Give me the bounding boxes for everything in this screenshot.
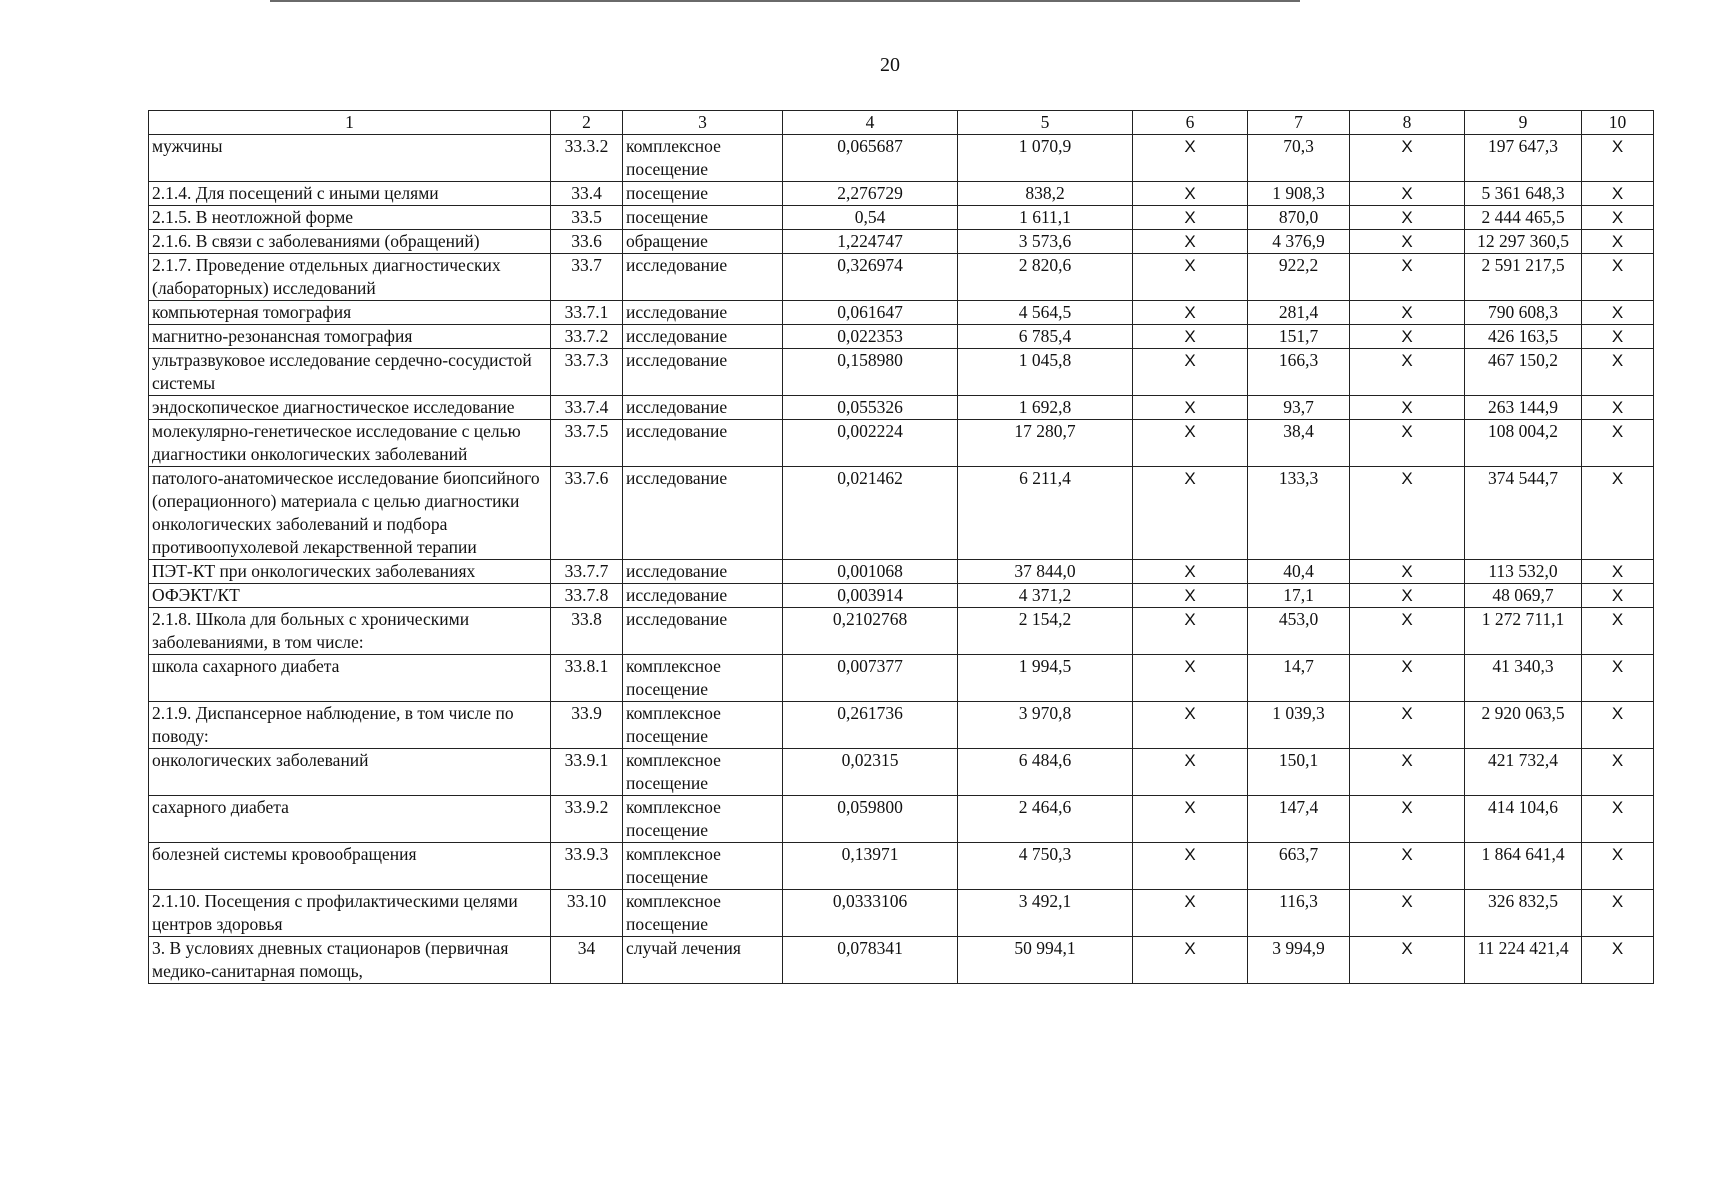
row-col7-cell: 166,3 — [1248, 349, 1350, 396]
row-col9-cell: 2 920 063,5 — [1465, 702, 1582, 749]
row-col4-cell: 0,061647 — [783, 301, 958, 325]
column-header: 8 — [1350, 111, 1465, 135]
row-col6-cell: X — [1133, 584, 1248, 608]
row-col8-cell: X — [1350, 182, 1465, 206]
column-header: 3 — [623, 111, 783, 135]
table-row — [149, 584, 1654, 608]
row-col7-cell: 14,7 — [1248, 655, 1350, 702]
row-col7-cell: 116,3 — [1248, 890, 1350, 937]
row-code-cell: 33.7.2 — [551, 325, 623, 349]
row-col6-cell: X — [1133, 608, 1248, 655]
row-col7-cell: 151,7 — [1248, 325, 1350, 349]
row-name-cell: 2.1.7. Проведение отдельных диагностических (лабораторных) исследований — [149, 254, 551, 301]
row-col10-cell: X — [1582, 254, 1654, 301]
row-col6-cell: X — [1133, 230, 1248, 254]
row-col10-cell: X — [1582, 702, 1654, 749]
row-col5-cell: 3 492,1 — [958, 890, 1133, 937]
row-col8-cell: X — [1350, 560, 1465, 584]
row-unit-cell: посещение — [623, 206, 783, 230]
row-unit-cell: исследование — [623, 325, 783, 349]
row-col4-cell: 0,0333106 — [783, 890, 958, 937]
row-col8-cell: X — [1350, 796, 1465, 843]
row-col5-cell: 4 371,2 — [958, 584, 1133, 608]
row-col10-cell: X — [1582, 206, 1654, 230]
row-code-cell: 33.7 — [551, 254, 623, 301]
row-col6-cell: X — [1133, 890, 1248, 937]
row-col7-cell: 40,4 — [1248, 560, 1350, 584]
row-col9-cell: 467 150,2 — [1465, 349, 1582, 396]
row-col5-cell: 1 070,9 — [958, 135, 1133, 182]
row-col10-cell: X — [1582, 608, 1654, 655]
row-col8-cell: X — [1350, 584, 1465, 608]
row-name-cell: школа сахарного диабета — [149, 655, 551, 702]
row-col5-cell: 6 484,6 — [958, 749, 1133, 796]
row-col7-cell: 281,4 — [1248, 301, 1350, 325]
row-code-cell: 34 — [551, 937, 623, 984]
row-col5-cell: 37 844,0 — [958, 560, 1133, 584]
row-unit-cell: комплексное посещение — [623, 749, 783, 796]
row-unit-cell: комплексное посещение — [623, 890, 783, 937]
row-unit-cell: комплексное посещение — [623, 796, 783, 843]
row-col6-cell: X — [1133, 182, 1248, 206]
row-col5-cell: 6 211,4 — [958, 467, 1133, 560]
table-row — [149, 749, 1654, 796]
data-table — [148, 110, 1654, 984]
row-col8-cell: X — [1350, 396, 1465, 420]
row-name-cell: мужчины — [149, 135, 551, 182]
row-col7-cell: 4 376,9 — [1248, 230, 1350, 254]
row-col5-cell: 2 154,2 — [958, 608, 1133, 655]
row-name-cell: 2.1.8. Школа для больных с хроническими заболеваниями, в том числе: — [149, 608, 551, 655]
row-col4-cell: 0,02315 — [783, 749, 958, 796]
row-col6-cell: X — [1133, 796, 1248, 843]
row-col7-cell: 147,4 — [1248, 796, 1350, 843]
row-name-cell: магнитно-резонансная томография — [149, 325, 551, 349]
row-col7-cell: 38,4 — [1248, 420, 1350, 467]
row-col10-cell: X — [1582, 325, 1654, 349]
row-col4-cell: 0,2102768 — [783, 608, 958, 655]
row-code-cell: 33.8 — [551, 608, 623, 655]
row-unit-cell: исследование — [623, 584, 783, 608]
row-code-cell: 33.7.1 — [551, 301, 623, 325]
table-row — [149, 254, 1654, 301]
table-row — [149, 135, 1654, 182]
row-col6-cell: X — [1133, 843, 1248, 890]
row-name-cell: 2.1.10. Посещения с профилактическими целями центров здоровья — [149, 890, 551, 937]
row-col5-cell: 3 573,6 — [958, 230, 1133, 254]
row-col8-cell: X — [1350, 467, 1465, 560]
row-col7-cell: 3 994,9 — [1248, 937, 1350, 984]
row-col4-cell: 0,002224 — [783, 420, 958, 467]
row-col6-cell: X — [1133, 135, 1248, 182]
row-name-cell: онкологических заболеваний — [149, 749, 551, 796]
row-unit-cell: комплексное посещение — [623, 843, 783, 890]
row-col6-cell: X — [1133, 420, 1248, 467]
row-col10-cell: X — [1582, 843, 1654, 890]
table-body — [149, 135, 1654, 984]
table-row — [149, 608, 1654, 655]
row-name-cell: 2.1.5. В неотложной форме — [149, 206, 551, 230]
row-col6-cell: X — [1133, 301, 1248, 325]
row-col8-cell: X — [1350, 702, 1465, 749]
table-row — [149, 301, 1654, 325]
row-col9-cell: 41 340,3 — [1465, 655, 1582, 702]
row-col6-cell: X — [1133, 702, 1248, 749]
row-col9-cell: 2 591 217,5 — [1465, 254, 1582, 301]
row-col6-cell: X — [1133, 560, 1248, 584]
row-col9-cell: 1 272 711,1 — [1465, 608, 1582, 655]
table-row — [149, 182, 1654, 206]
row-col9-cell: 414 104,6 — [1465, 796, 1582, 843]
row-col7-cell: 663,7 — [1248, 843, 1350, 890]
column-header: 4 — [783, 111, 958, 135]
row-col5-cell: 4 564,5 — [958, 301, 1133, 325]
row-col9-cell: 48 069,7 — [1465, 584, 1582, 608]
row-col6-cell: X — [1133, 467, 1248, 560]
row-col8-cell: X — [1350, 843, 1465, 890]
row-name-cell: компьютерная томография — [149, 301, 551, 325]
row-col10-cell: X — [1582, 655, 1654, 702]
table-row — [149, 796, 1654, 843]
row-col10-cell: X — [1582, 135, 1654, 182]
row-code-cell: 33.7.3 — [551, 349, 623, 396]
row-col10-cell: X — [1582, 560, 1654, 584]
row-col4-cell: 0,022353 — [783, 325, 958, 349]
row-col9-cell: 197 647,3 — [1465, 135, 1582, 182]
row-col7-cell: 1 908,3 — [1248, 182, 1350, 206]
row-col4-cell: 0,001068 — [783, 560, 958, 584]
row-col10-cell: X — [1582, 584, 1654, 608]
row-name-cell: 3. В условиях дневных стационаров (первичная медико-санитарная помощь, — [149, 937, 551, 984]
row-col5-cell: 50 994,1 — [958, 937, 1133, 984]
row-col5-cell: 3 970,8 — [958, 702, 1133, 749]
row-col10-cell: X — [1582, 396, 1654, 420]
row-col7-cell: 870,0 — [1248, 206, 1350, 230]
row-col5-cell: 1 045,8 — [958, 349, 1133, 396]
row-code-cell: 33.6 — [551, 230, 623, 254]
row-name-cell: ультразвуковое исследование сердечно-сосудистой системы — [149, 349, 551, 396]
row-col9-cell: 426 163,5 — [1465, 325, 1582, 349]
row-code-cell: 33.10 — [551, 890, 623, 937]
row-col4-cell: 0,059800 — [783, 796, 958, 843]
table-row — [149, 560, 1654, 584]
row-col8-cell: X — [1350, 890, 1465, 937]
row-unit-cell: исследование — [623, 608, 783, 655]
row-col8-cell: X — [1350, 325, 1465, 349]
row-name-cell: ПЭТ-КТ при онкологических заболеваниях — [149, 560, 551, 584]
row-col7-cell: 17,1 — [1248, 584, 1350, 608]
row-col9-cell: 11 224 421,4 — [1465, 937, 1582, 984]
row-col8-cell: X — [1350, 349, 1465, 396]
row-col5-cell: 1 692,8 — [958, 396, 1133, 420]
row-col10-cell: X — [1582, 420, 1654, 467]
row-col6-cell: X — [1133, 655, 1248, 702]
row-col7-cell: 133,3 — [1248, 467, 1350, 560]
row-col5-cell: 6 785,4 — [958, 325, 1133, 349]
row-code-cell: 33.7.4 — [551, 396, 623, 420]
row-col9-cell: 108 004,2 — [1465, 420, 1582, 467]
row-col10-cell: X — [1582, 890, 1654, 937]
table-row — [149, 655, 1654, 702]
row-code-cell: 33.9 — [551, 702, 623, 749]
row-col7-cell: 150,1 — [1248, 749, 1350, 796]
row-col7-cell: 453,0 — [1248, 608, 1350, 655]
row-col4-cell: 1,224747 — [783, 230, 958, 254]
row-col10-cell: X — [1582, 796, 1654, 843]
row-col8-cell: X — [1350, 749, 1465, 796]
row-unit-cell: случай лечения — [623, 937, 783, 984]
column-header: 1 — [149, 111, 551, 135]
table-row — [149, 420, 1654, 467]
row-col6-cell: X — [1133, 937, 1248, 984]
row-unit-cell: исследование — [623, 349, 783, 396]
row-code-cell: 33.5 — [551, 206, 623, 230]
row-col10-cell: X — [1582, 937, 1654, 984]
row-unit-cell: комплексное посещение — [623, 135, 783, 182]
row-col7-cell: 70,3 — [1248, 135, 1350, 182]
row-name-cell: 2.1.9. Диспансерное наблюдение, в том числе по поводу: — [149, 702, 551, 749]
row-code-cell: 33.7.5 — [551, 420, 623, 467]
row-col6-cell: X — [1133, 396, 1248, 420]
row-col10-cell: X — [1582, 182, 1654, 206]
row-unit-cell: комплексное посещение — [623, 702, 783, 749]
row-col10-cell: X — [1582, 749, 1654, 796]
row-col10-cell: X — [1582, 467, 1654, 560]
row-col4-cell: 0,055326 — [783, 396, 958, 420]
row-col9-cell: 12 297 360,5 — [1465, 230, 1582, 254]
row-name-cell: ОФЭКТ/КТ — [149, 584, 551, 608]
row-col9-cell: 263 144,9 — [1465, 396, 1582, 420]
row-col10-cell: X — [1582, 230, 1654, 254]
row-col9-cell: 421 732,4 — [1465, 749, 1582, 796]
page-number: 20 — [880, 54, 900, 76]
table-row — [149, 325, 1654, 349]
row-col6-cell: X — [1133, 206, 1248, 230]
row-unit-cell: исследование — [623, 560, 783, 584]
row-col4-cell: 0,065687 — [783, 135, 958, 182]
row-col10-cell: X — [1582, 349, 1654, 396]
row-col5-cell: 17 280,7 — [958, 420, 1133, 467]
row-col9-cell: 5 361 648,3 — [1465, 182, 1582, 206]
row-name-cell: молекулярно-генетическое исследование с целью диагностики онкологических заболеваний — [149, 420, 551, 467]
row-name-cell: болезней системы кровообращения — [149, 843, 551, 890]
row-col4-cell: 0,261736 — [783, 702, 958, 749]
column-header: 6 — [1133, 111, 1248, 135]
row-col10-cell: X — [1582, 301, 1654, 325]
row-unit-cell: исследование — [623, 396, 783, 420]
row-col5-cell: 1 994,5 — [958, 655, 1133, 702]
row-col6-cell: X — [1133, 254, 1248, 301]
row-col6-cell: X — [1133, 325, 1248, 349]
row-code-cell: 33.9.3 — [551, 843, 623, 890]
row-name-cell: эндоскопическое диагностическое исследование — [149, 396, 551, 420]
table-row — [149, 843, 1654, 890]
table-row — [149, 349, 1654, 396]
row-col9-cell: 326 832,5 — [1465, 890, 1582, 937]
scan-edge-mark — [270, 0, 1300, 2]
row-col6-cell: X — [1133, 749, 1248, 796]
row-col9-cell: 1 864 641,4 — [1465, 843, 1582, 890]
row-col4-cell: 0,007377 — [783, 655, 958, 702]
row-col8-cell: X — [1350, 135, 1465, 182]
row-col4-cell: 0,078341 — [783, 937, 958, 984]
row-col4-cell: 2,276729 — [783, 182, 958, 206]
row-name-cell: сахарного диабета — [149, 796, 551, 843]
column-header: 9 — [1465, 111, 1582, 135]
row-unit-cell: исследование — [623, 254, 783, 301]
row-col9-cell: 113 532,0 — [1465, 560, 1582, 584]
row-col8-cell: X — [1350, 608, 1465, 655]
column-header: 2 — [551, 111, 623, 135]
row-col8-cell: X — [1350, 655, 1465, 702]
row-code-cell: 33.7.7 — [551, 560, 623, 584]
row-col5-cell: 2 464,6 — [958, 796, 1133, 843]
row-unit-cell: исследование — [623, 301, 783, 325]
row-col4-cell: 0,326974 — [783, 254, 958, 301]
row-name-cell: 2.1.6. В связи с заболеваниями (обращений) — [149, 230, 551, 254]
row-code-cell: 33.4 — [551, 182, 623, 206]
table-row — [149, 230, 1654, 254]
row-col8-cell: X — [1350, 254, 1465, 301]
row-col5-cell: 1 611,1 — [958, 206, 1133, 230]
table-row — [149, 702, 1654, 749]
row-col5-cell: 838,2 — [958, 182, 1133, 206]
table-row — [149, 890, 1654, 937]
row-col4-cell: 0,021462 — [783, 467, 958, 560]
column-header: 10 — [1582, 111, 1654, 135]
row-unit-cell: посещение — [623, 182, 783, 206]
row-col8-cell: X — [1350, 230, 1465, 254]
row-col4-cell: 0,54 — [783, 206, 958, 230]
row-unit-cell: исследование — [623, 467, 783, 560]
row-code-cell: 33.3.2 — [551, 135, 623, 182]
header-row — [149, 111, 1654, 135]
row-col8-cell: X — [1350, 937, 1465, 984]
row-name-cell: патолого-анатомическое исследование биопсийного (операционного) материала с целью диагностики онкологических заболеваний и подбора противоопухолевой лекарственной терапии — [149, 467, 551, 560]
row-col4-cell: 0,158980 — [783, 349, 958, 396]
row-col7-cell: 1 039,3 — [1248, 702, 1350, 749]
row-name-cell: 2.1.4. Для посещений с иными целями — [149, 182, 551, 206]
table-row — [149, 467, 1654, 560]
row-code-cell: 33.9.1 — [551, 749, 623, 796]
row-unit-cell: комплексное посещение — [623, 655, 783, 702]
row-col4-cell: 0,13971 — [783, 843, 958, 890]
row-code-cell: 33.7.8 — [551, 584, 623, 608]
column-header: 7 — [1248, 111, 1350, 135]
row-col5-cell: 2 820,6 — [958, 254, 1133, 301]
row-col4-cell: 0,003914 — [783, 584, 958, 608]
row-code-cell: 33.7.6 — [551, 467, 623, 560]
row-col8-cell: X — [1350, 206, 1465, 230]
row-col8-cell: X — [1350, 301, 1465, 325]
row-col6-cell: X — [1133, 349, 1248, 396]
row-unit-cell: исследование — [623, 420, 783, 467]
column-header: 5 — [958, 111, 1133, 135]
row-col8-cell: X — [1350, 420, 1465, 467]
row-col7-cell: 922,2 — [1248, 254, 1350, 301]
table-row — [149, 937, 1654, 984]
row-col7-cell: 93,7 — [1248, 396, 1350, 420]
row-code-cell: 33.8.1 — [551, 655, 623, 702]
table-row — [149, 396, 1654, 420]
row-code-cell: 33.9.2 — [551, 796, 623, 843]
table-row — [149, 206, 1654, 230]
row-unit-cell: обращение — [623, 230, 783, 254]
row-col9-cell: 790 608,3 — [1465, 301, 1582, 325]
row-col9-cell: 374 544,7 — [1465, 467, 1582, 560]
row-col5-cell: 4 750,3 — [958, 843, 1133, 890]
row-col9-cell: 2 444 465,5 — [1465, 206, 1582, 230]
